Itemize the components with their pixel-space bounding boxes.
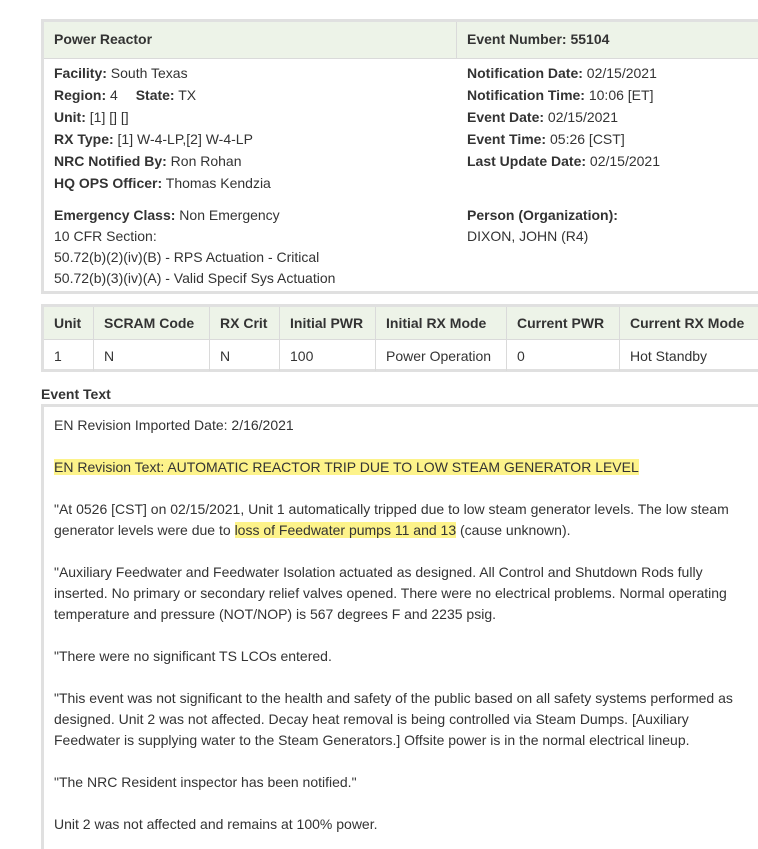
facility-value: South Texas xyxy=(110,65,188,81)
rx-type-value: [1] W-4-LP,[2] W-4-LP xyxy=(117,131,253,147)
paragraph-1 xyxy=(54,499,754,541)
paragraph-4: "This event was not significant to the health and safety of the public based on all safety systems performed as designed. Unit 2 was not affected. Decay heat removal is being controlled via Steam Dumps. [Auxiliary Feedwater is supplying water to the Steam Generators.] Offsite power is in the normal electrical lineup. xyxy=(54,690,733,748)
col-header-unit: Unit xyxy=(44,307,94,340)
region-label: Region: xyxy=(54,87,107,103)
paragraph-3: "There were no significant TS LCOs entered. xyxy=(54,648,332,664)
last-update-value: 02/15/2021 xyxy=(589,153,660,169)
paragraph-1-start: "At 0526 [CST] on 02/15/2021, Unit 1 automatically tripped due to low steam generator levels. The low steam generator levels were due to xyxy=(54,501,729,538)
cell-initial-rx-mode: Power Operation xyxy=(376,340,507,372)
unit-value: [1] [] [] xyxy=(89,109,129,125)
emergency-class-label: Emergency Class: xyxy=(54,207,176,223)
event-text-panel xyxy=(41,404,758,849)
paragraph-6: Unit 2 was not affected and remains at 100% power. xyxy=(54,816,378,832)
event-date-label: Event Date: xyxy=(467,109,545,125)
facility-label: Facility: xyxy=(54,65,107,81)
cfr-section-label: 10 CFR Section: xyxy=(54,228,157,244)
cell-unit: 1 xyxy=(44,340,94,372)
feedwater-pumps-highlight: loss of Feedwater pumps 11 and 13 xyxy=(234,522,457,538)
cell-current-pwr: 0 xyxy=(507,340,620,372)
unit-status-table xyxy=(44,307,758,371)
rx-type-line xyxy=(54,128,271,150)
emergency-class-value: Non Emergency xyxy=(179,207,280,223)
col-header-initial-pwr: Initial PWR xyxy=(280,307,376,340)
notification-date-value: 02/15/2021 xyxy=(586,65,657,81)
notification-date-line xyxy=(467,62,660,84)
table-header-row xyxy=(44,307,758,340)
person-org-label: Person (Organization): xyxy=(467,207,618,223)
facility-details xyxy=(54,62,271,194)
nrc-notified-line xyxy=(54,150,271,172)
cfr-item-2: 50.72(b)(3)(iv)(A) - Valid Specif Sys Actuation xyxy=(54,270,336,286)
person-organization xyxy=(467,204,618,247)
imported-date: EN Revision Imported Date: 2/16/2021 xyxy=(54,417,294,433)
col-header-current-rx-mode: Current RX Mode xyxy=(620,307,758,340)
event-number-title: Event Number: 55104 xyxy=(467,31,610,47)
person-org-value: DIXON, JOHN (R4) xyxy=(467,228,589,244)
notification-time-line xyxy=(467,84,660,106)
event-time-line xyxy=(467,128,660,150)
unit-label: Unit: xyxy=(54,109,86,125)
event-date-line xyxy=(467,106,660,128)
last-update-line xyxy=(467,150,660,172)
hq-ops-line xyxy=(54,172,271,194)
hq-ops-value: Thomas Kendzia xyxy=(165,175,271,191)
summary-header-row xyxy=(44,22,758,59)
col-header-rx-crit: RX Crit xyxy=(210,307,280,340)
classification-details xyxy=(54,204,335,289)
nrc-notified-value: Ron Rohan xyxy=(170,153,242,169)
event-time-label: Event Time: xyxy=(467,131,547,147)
event-text-heading: Event Text xyxy=(41,386,111,402)
cfr-item-1: 50.72(b)(2)(iv)(B) - RPS Actuation - Critical xyxy=(54,249,320,265)
state-value: TX xyxy=(178,87,197,103)
reactor-type-title: Power Reactor xyxy=(44,22,457,58)
notification-details xyxy=(467,62,660,172)
facility-line xyxy=(54,62,271,84)
rx-type-label: RX Type: xyxy=(54,131,114,147)
unit-status-panel xyxy=(41,304,758,372)
notification-time-label: Notification Time: xyxy=(467,87,585,103)
emergency-class-line xyxy=(54,204,335,226)
nrc-notified-label: NRC Notified By: xyxy=(54,153,167,169)
cell-initial-pwr: 100 xyxy=(280,340,376,372)
paragraph-2: "Auxiliary Feedwater and Feedwater Isolation actuated as designed. All Control and Shutdown Rods fully inserted. No primary or secondary relief valves opened. There were no electrical problems. Normal operating temperature and pressure (NOT/NOP) is 567 degrees F and 2235 psig. xyxy=(54,564,727,622)
table-row xyxy=(44,340,758,372)
event-summary-panel xyxy=(41,19,758,294)
cell-current-rx-mode: Hot Standby xyxy=(630,347,708,364)
event-date-value: 02/15/2021 xyxy=(547,109,618,125)
cell-scram-code: N xyxy=(94,340,210,372)
region-value: 4 xyxy=(110,87,118,103)
revision-text-highlight: EN Revision Text: AUTOMATIC REACTOR TRIP DUE TO LOW STEAM GENERATOR LEVEL xyxy=(54,459,639,475)
col-header-initial-rx-mode: Initial RX Mode xyxy=(376,307,507,340)
notification-time-value: 10:06 [ET] xyxy=(588,87,654,103)
col-header-current-pwr: Current PWR xyxy=(507,307,620,340)
last-update-label: Last Update Date: xyxy=(467,153,587,169)
unit-line xyxy=(54,106,271,128)
state-label: State: xyxy=(135,87,175,103)
col-header-scram-code: SCRAM Code xyxy=(94,307,210,340)
paragraph-1-end: (cause unknown). xyxy=(456,522,571,538)
paragraph-5: "The NRC Resident inspector has been notified." xyxy=(54,774,357,790)
region-line xyxy=(54,84,271,106)
notification-date-label: Notification Date: xyxy=(467,65,583,81)
event-time-value: 05:26 [CST] xyxy=(550,131,625,147)
revision-text-block xyxy=(54,457,754,478)
hq-ops-label: HQ OPS Officer: xyxy=(54,175,163,191)
cell-rx-crit: N xyxy=(210,340,280,372)
